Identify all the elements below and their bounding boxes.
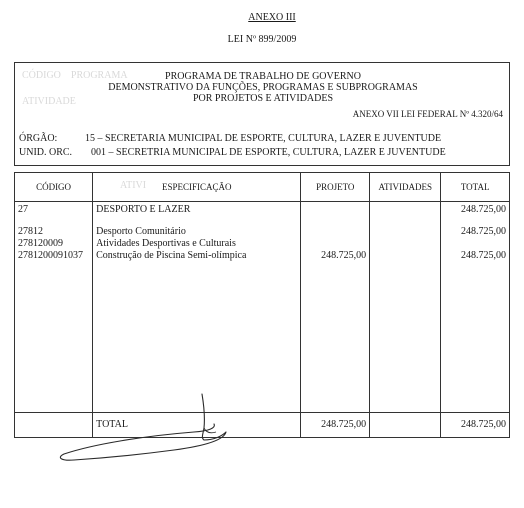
table-row-total: 248.725,00 (461, 226, 506, 237)
table-header-row (15, 173, 510, 202)
table-row-code: 27 (18, 204, 28, 215)
column-header-atividades: ATIVIDADES (370, 173, 441, 202)
column-header-codigo: CÓDIGO (15, 173, 93, 202)
table-row-total: 248.725,00 (461, 250, 506, 261)
orgao-line (19, 133, 441, 144)
atividades-cell (370, 202, 441, 413)
program-header-box (14, 62, 510, 166)
column-header-projeto: PROJETO (301, 173, 370, 202)
table-row-spec: Atividades Desportivas e Culturais (96, 238, 236, 249)
total-row-label: TOTAL (93, 413, 301, 438)
annex-title: ANEXO III (248, 12, 296, 23)
table-row-spec: Desporto Comunitário (96, 226, 186, 237)
especificacao-cell (93, 202, 301, 413)
table-row-total (444, 238, 506, 250)
handwritten-signature (54, 388, 234, 468)
header-title: PROGRAMA DE TRABALHO DE GOVERNO (165, 71, 361, 82)
bleed-through-text: ATIVI (120, 180, 147, 191)
federal-annex-reference: ANEXO VII LEI FEDERAL Nº 4.320/64 (352, 109, 503, 119)
table-row-atividades (373, 204, 437, 216)
header-subtitle-2: POR PROJETOS E ATIVIDADES (192, 93, 334, 104)
projeto-cell (301, 202, 370, 413)
header-subtitle: DEMONSTRATIVO DA FUNÇÕES, PROGRAMAS E SUBPROGRAMAS (108, 82, 418, 93)
total-cell (441, 202, 510, 413)
unid-orc-line (19, 147, 446, 158)
table-row-projeto (304, 226, 366, 238)
table-row-projeto: 248.725,00 (321, 250, 367, 261)
bleed-through-text: CÓDIGO PROGRAMA (22, 70, 128, 81)
table-row-code: 278120009 (18, 238, 63, 249)
column-header-especificacao: ESPECIFICAÇÃO (93, 173, 301, 202)
table-body-row (15, 202, 510, 413)
table-row-code: 27812 (18, 226, 43, 237)
table-row-spec: DESPORTO E LAZER (96, 204, 191, 215)
table-row-projeto (304, 238, 366, 250)
codigo-cell (15, 202, 93, 413)
table-row-spec: Construção de Piscina Semi-olímpica (96, 250, 247, 261)
column-header-total: TOTAL (441, 173, 510, 202)
table-row-total: 248.725,00 (461, 204, 506, 215)
total-row-projeto: 248.725,00 (301, 413, 370, 438)
table-row-code: 2781200091037 (18, 250, 83, 261)
law-number: LEI Nº 899/2009 (227, 34, 297, 45)
orgao-label: ÓRGÃO: (19, 133, 58, 144)
total-row-atividades (370, 413, 441, 438)
total-row-total: 248.725,00 (441, 413, 510, 438)
table-row-projeto (304, 204, 366, 216)
unid-orc-value: 001 – SECRETRIA MUNICIPAL DE ESPORTE, CULTURA, LAZER E JUVENTUDE (91, 147, 446, 158)
orgao-value: 15 – SECRETARIA MUNICIPAL DE ESPORTE, CULTURA, LAZER E JUVENTUDE (85, 133, 442, 144)
unid-orc-label: UNID. ORC. (19, 147, 73, 158)
bleed-through-text: ATIVIDADE (22, 96, 76, 107)
